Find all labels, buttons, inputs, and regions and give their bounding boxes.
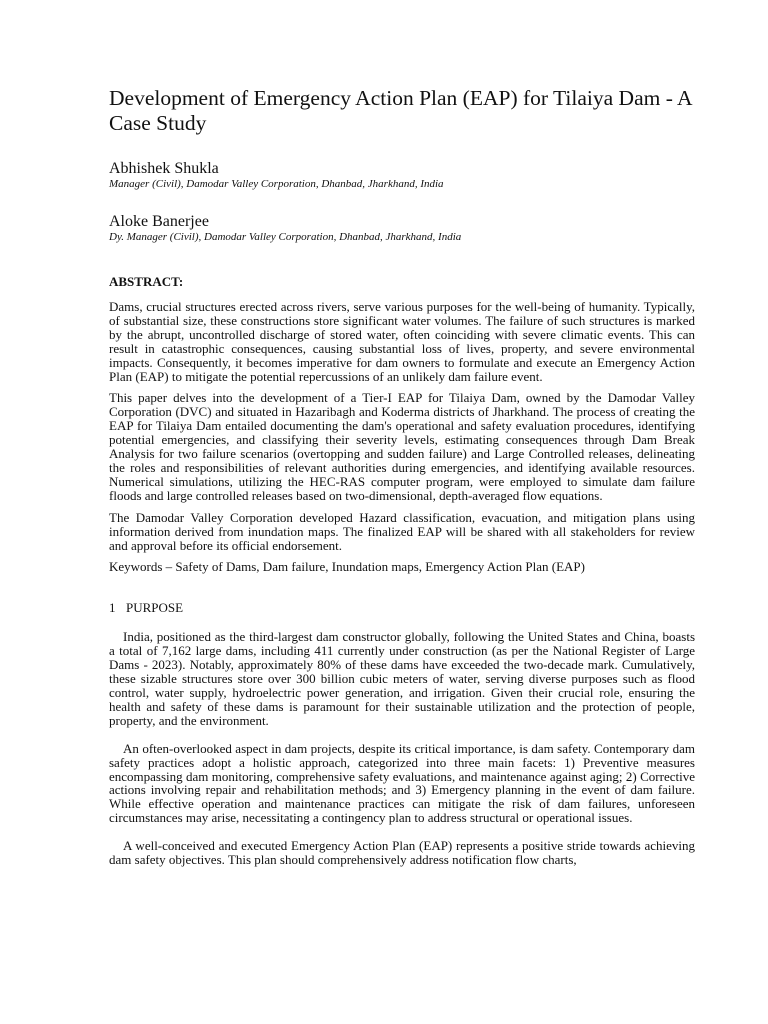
author-name: Abhishek Shukla [109, 160, 219, 177]
author-block-1 [109, 160, 695, 191]
body-paragraph: India, positioned as the third-largest dam constructor globally, following the United States and China, boasts a total of 7,162 large dams, including 411 currently under construction (as per the National Register of Large Dams - 2023). Notably, approximately 80% of these dams have exceeded the two-decade mark. Cumulatively, these sizable structures store over 300 billion cubic meters of water, serving diverse purposes such as flood control, water supply, hydroelectric power generation, and irrigation. Given their crucial role, ensuring the health and safety of these dams is paramount for their sustainable utilization and the protection of people, property, and the environment. [109, 629, 695, 728]
author-name: Aloke Banerjee [109, 213, 209, 230]
abstract-paragraph: Dams, crucial structures erected across rivers, serve various purposes for the well-being of humanity. Typically, of substantial size, these constructions store significant water volumes. The failure of such structures is marked by the abrupt, uncontrolled discharge of stored water, often coinciding with severe climatic events. This can result in catastrophic consequences, causing substantial loss of lives, property, and severe environmental impacts. Consequently, it becomes imperative for dam owners to formulate and execute an Emergency Action Plan (EAP) to mitigate the potential repercussions of an unlikely dam failure event. [109, 299, 695, 384]
author-block-2 [109, 213, 695, 244]
abstract-heading: ABSTRACT: [109, 274, 184, 289]
abstract-paragraph: The Damodar Valley Corporation developed Hazard classification, evacuation, and mitigation plans using information derived from inundation maps. The finalized EAP will be shared with all stakeholders for review and approval before its official endorsement. [109, 509, 695, 553]
author-affiliation: Manager (Civil), Damodar Valley Corporation, Dhanbad, Jharkhand, India [109, 178, 444, 190]
body-paragraph: A well-conceived and executed Emergency Action Plan (EAP) represents a positive stride towards achieving dam safety objectives. This plan should comprehensively address notification flow charts, [109, 838, 695, 868]
section-title: PURPOSE [126, 600, 184, 616]
paper-page [109, 86, 695, 881]
section-purpose [109, 600, 695, 867]
author-affiliation: Dy. Manager (Civil), Damodar Valley Corporation, Dhanbad, Jharkhand, India [109, 231, 462, 243]
abstract-paragraph: This paper delves into the development of a Tier-I EAP for Tilaiya Dam, owned by the Damodar Valley Corporation (DVC) and situated in Hazaribagh and Koderma districts of Jharkhand. The process of creating the EAP for Tilaiya Dam entailed documenting the dam's operational and safety evaluation procedures, identifying potential emergencies, and classifying their severity levels, estimating consequences through Dam Break Analysis for two failure scenarios (overtopping and sudden failure) and Large Controlled releases, delineating the roles and responsibilities of relevant authorities during emergencies, and identifying available resources. Numerical simulations, utilizing the HEC-RAS computer program, were employed to simulate dam failure floods and large controlled releases based on two-dimensional, depth-averaged flow equations. [109, 390, 695, 503]
section-heading [109, 600, 695, 616]
keywords-line: Keywords – Safety of Dams, Dam failure, Inundation maps, Emergency Action Plan (EAP) [109, 559, 585, 575]
abstract-section [109, 274, 695, 574]
paper-title: Development of Emergency Action Plan (EAP) for Tilaiya Dam - A Case Study [109, 86, 692, 135]
section-number: 1 [109, 600, 116, 616]
body-paragraph: An often-overlooked aspect in dam projects, despite its critical importance, is dam safety. Contemporary dam safety practices adopt a holistic approach, categorized into three main facets: 1) Preventive measures encompassing dam monitoring, comprehensive safety evaluations, and maintenance against aging; 2) Corrective actions involving repair and rehabilitation methods; and 3) Emergency planning in the event of dam failure. While effective operation and maintenance practices can mitigate the risk of dam failures, unforeseen circumstances may arise, necessitating a contingency plan to address structural or operational issues. [109, 740, 695, 826]
